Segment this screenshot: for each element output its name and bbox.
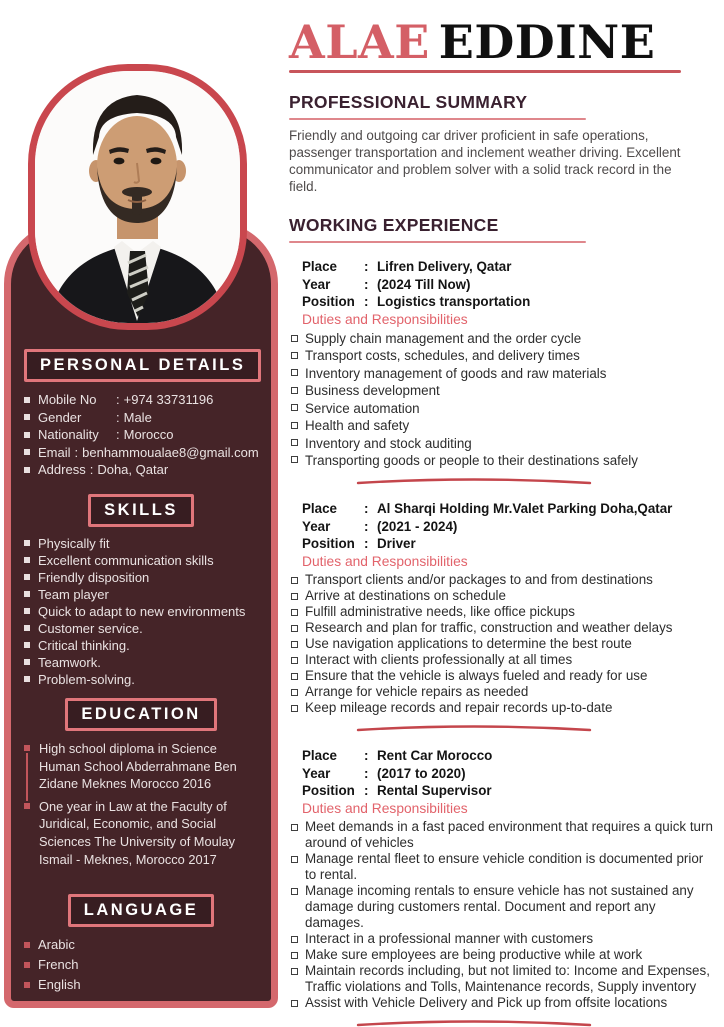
position-label: Position xyxy=(302,783,355,799)
duty-item: Transport clients and/or packages to and from destinations xyxy=(289,572,713,588)
section-divider xyxy=(354,1018,594,1027)
detail-label: Nationality xyxy=(38,427,99,443)
duty-item: Fulfill administrative needs, like office pickups xyxy=(289,604,713,620)
colon: : xyxy=(89,462,94,478)
duty-item: Manage rental fleet to ensure vehicle condition is documented prior to rental. xyxy=(289,851,713,883)
job-year-row xyxy=(302,518,713,536)
detail-value: benhammoualae8@gmail.com xyxy=(82,444,259,460)
detail-label: Gender xyxy=(38,409,82,425)
duty-item: Maintain records including, but not limited to: Income and Expenses, Traffic violations and Tolls, Maintenance records, Supply inventory xyxy=(289,963,713,995)
sidebar xyxy=(4,222,278,1008)
experience-heading: WORKING EXPERIENCE xyxy=(289,214,499,235)
year-label: Year xyxy=(302,276,331,292)
duties-list xyxy=(289,819,713,1011)
summary-text: Friendly and outgoing car driver proficient in safe operations, passenger transportation and inclement weather driving. Excellent communicator and problem solver with a solid track record in the field. xyxy=(289,128,681,194)
colon: : xyxy=(364,783,369,799)
job-entry-3 xyxy=(289,747,713,1011)
name-underline xyxy=(289,70,681,73)
duties-list xyxy=(289,330,713,469)
job-entry-1 xyxy=(289,258,713,469)
place-value: Lifren Delivery, Qatar xyxy=(377,259,512,275)
job-place-row xyxy=(302,258,713,276)
duty-item: Transporting goods or people to their destinations safely xyxy=(289,452,713,469)
duty-item: Interact with clients professionally at all times xyxy=(289,652,713,668)
colon: : xyxy=(364,765,369,781)
year-value: (2021 - 2024) xyxy=(377,518,458,534)
skill-item: Excellent communication skills xyxy=(24,552,258,569)
detail-label: Email xyxy=(38,444,71,460)
main-column xyxy=(289,16,713,1027)
detail-value: +974 33731196 xyxy=(123,392,214,407)
place-label: Place xyxy=(302,501,337,517)
skill-item: Team player xyxy=(24,586,258,603)
colon: : xyxy=(364,536,369,552)
job-year-row xyxy=(302,276,713,294)
profile-photo-frame xyxy=(28,64,247,330)
duty-item: Arrive at destinations on schedule xyxy=(289,588,713,604)
year-label: Year xyxy=(302,518,331,534)
duties-label: Duties and Responsibilities xyxy=(302,800,468,816)
personal-details-heading: PERSONAL DETAILS xyxy=(24,349,261,382)
duty-item: Inventory and stock auditing xyxy=(289,435,713,452)
colon: : xyxy=(364,748,369,764)
place-value: Al Sharqi Holding Mr.Valet Parking Doha,Qatar xyxy=(377,501,673,517)
language-heading: LANGUAGE xyxy=(68,894,214,927)
colon: : xyxy=(116,409,120,425)
education-list xyxy=(24,740,258,868)
summary-underline xyxy=(289,118,586,121)
duty-item: Interact in a professional manner with customers xyxy=(289,931,713,947)
job-position-row xyxy=(302,293,713,311)
duty-item: Health and safety xyxy=(289,417,713,434)
position-value: Rental Supervisor xyxy=(377,783,492,799)
section-divider xyxy=(354,476,594,485)
job-entry-2 xyxy=(289,500,713,716)
duties-list xyxy=(289,572,713,716)
language-item: English xyxy=(24,975,258,995)
detail-mobile xyxy=(24,391,258,409)
summary-heading: PROFESSIONAL SUMMARY xyxy=(289,91,528,112)
skills-heading: SKILLS xyxy=(88,494,194,527)
year-value: (2017 to 2020) xyxy=(377,765,466,781)
colon: : xyxy=(364,294,369,310)
personal-details-list xyxy=(24,391,258,479)
position-label: Position xyxy=(302,536,355,552)
duties-label: Duties and Responsibilities xyxy=(302,553,468,569)
duty-item: Transport costs, schedules, and delivery times xyxy=(289,347,713,364)
skill-item: Problem-solving. xyxy=(24,671,258,688)
duty-item: Meet demands in a fast paced environment that requires a quick turn around of vehicles xyxy=(289,819,713,851)
detail-label: Mobile No xyxy=(38,392,97,407)
skill-item: Critical thinking. xyxy=(24,637,258,654)
place-value: Rent Car Morocco xyxy=(377,748,493,764)
duty-item: Ensure that the vehicle is always fueled and ready for use xyxy=(289,668,713,684)
detail-value: Male xyxy=(123,409,152,425)
colon: : xyxy=(364,259,369,275)
detail-address xyxy=(24,461,258,479)
duty-item: Manage incoming rentals to ensure vehicle has not sustained any damage during customers rental. Document and report any damages. xyxy=(289,883,713,931)
first-name: ALAE xyxy=(289,15,430,69)
detail-nationality xyxy=(24,426,258,444)
year-label: Year xyxy=(302,765,331,781)
colon: : xyxy=(364,276,369,292)
skills-list xyxy=(24,535,258,688)
detail-email xyxy=(24,444,258,462)
colon: : xyxy=(364,501,369,517)
duty-item: Business development xyxy=(289,382,713,399)
position-label: Position xyxy=(302,294,355,310)
experience-underline xyxy=(289,241,586,244)
skill-item: Friendly disposition xyxy=(24,569,258,586)
skill-item: Teamwork. xyxy=(24,654,258,671)
job-place-row xyxy=(302,500,713,518)
position-value: Logistics transportation xyxy=(377,294,531,310)
education-item: High school diploma in Science Human School Abderrahmane Ben Zidane Meknes Morocco 2016 xyxy=(24,740,258,793)
duty-item: Use navigation applications to determine the best route xyxy=(289,636,713,652)
detail-gender xyxy=(24,409,258,427)
place-label: Place xyxy=(302,748,337,764)
duty-item: Inventory management of goods and raw materials xyxy=(289,365,713,382)
job-place-row xyxy=(302,747,713,765)
colon: : xyxy=(116,427,120,443)
job-position-row xyxy=(302,782,713,800)
profile-photo xyxy=(35,71,240,323)
detail-value: Morocco xyxy=(123,427,174,443)
section-divider xyxy=(354,723,594,732)
skill-item: Quick to adapt to new environments xyxy=(24,603,258,620)
last-name: EDDINE xyxy=(438,15,656,69)
detail-label: Address xyxy=(38,462,86,478)
duty-item: Supply chain management and the order cycle xyxy=(289,330,713,347)
duty-item: Make sure employees are being productive while at work xyxy=(289,947,713,963)
duty-item: Arrange for vehicle repairs as needed xyxy=(289,684,713,700)
job-year-row xyxy=(302,765,713,783)
duty-item: Service automation xyxy=(289,400,713,417)
language-list xyxy=(24,935,258,995)
duty-item: Keep mileage records and repair records up-to-date xyxy=(289,700,713,716)
duty-item: Assist with Vehicle Delivery and Pick up from offsite locations xyxy=(289,995,713,1011)
year-value: (2024 Till Now) xyxy=(377,276,471,292)
candidate-name xyxy=(289,16,713,69)
skill-item: Physically fit xyxy=(24,535,258,552)
position-value: Driver xyxy=(377,536,416,552)
duty-item: Research and plan for traffic, construction and weather delays xyxy=(289,620,713,636)
education-item: One year in Law at the Faculty of Juridical, Economic, and Social Sciences The University of Moulay Ismail - Meknes, Morocco 2017 xyxy=(24,798,258,868)
colon: : xyxy=(116,392,120,407)
education-heading: EDUCATION xyxy=(65,698,216,731)
colon: : xyxy=(74,444,79,460)
language-item: Arabic xyxy=(24,935,258,955)
colon: : xyxy=(364,518,369,534)
language-item: French xyxy=(24,955,258,975)
job-position-row xyxy=(302,535,713,553)
skill-item: Customer service. xyxy=(24,620,258,637)
place-label: Place xyxy=(302,259,337,275)
duties-label: Duties and Responsibilities xyxy=(302,311,468,327)
detail-value: Doha, Qatar xyxy=(97,462,169,478)
